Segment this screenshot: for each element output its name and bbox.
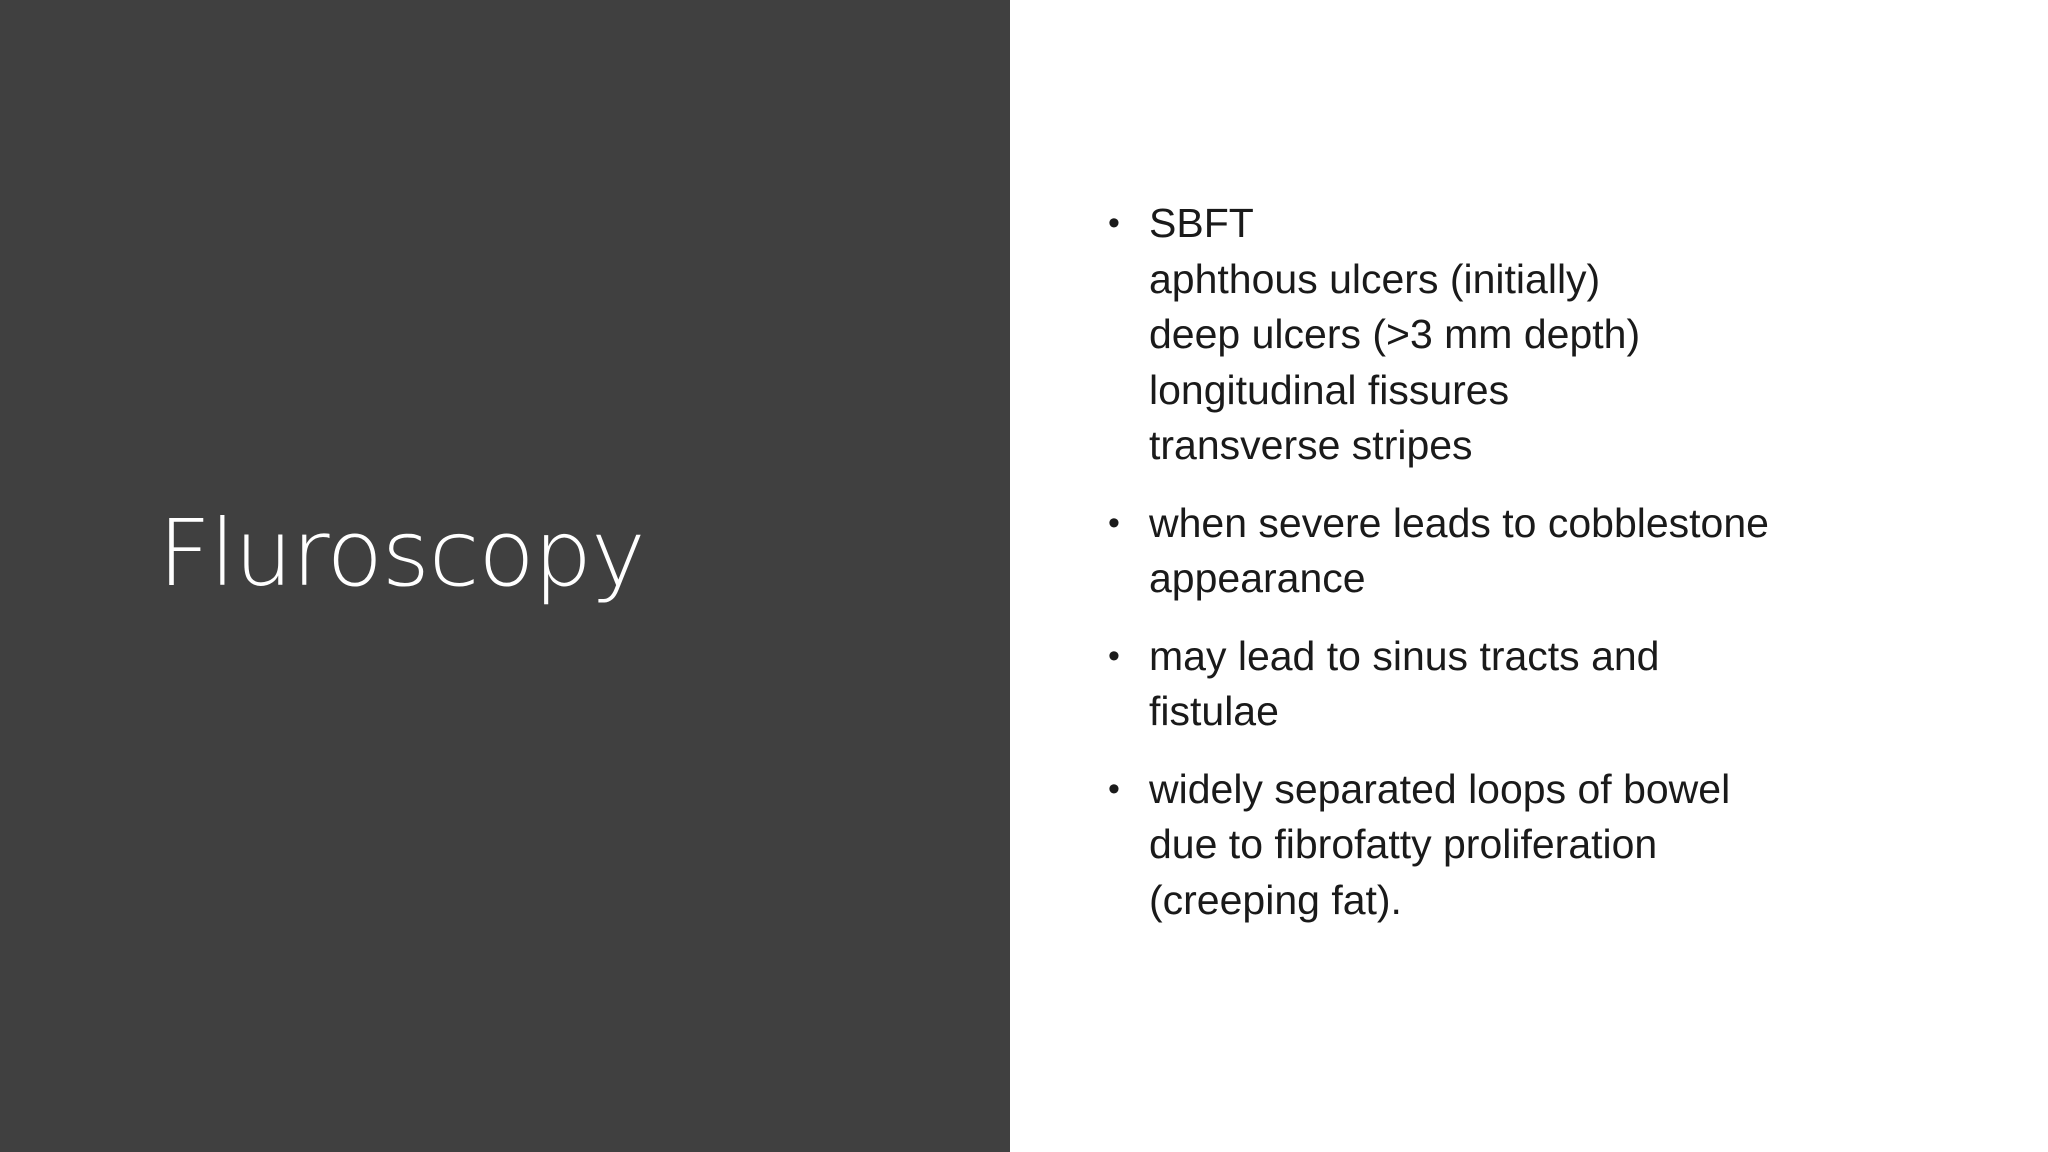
- title-panel: [0, 0, 1010, 1152]
- bullet-icon: •: [1108, 503, 1120, 542]
- bullet-line: SBFT: [1149, 200, 1254, 246]
- bullet-list: [1108, 196, 1948, 950]
- bullet-item: [1108, 196, 1948, 474]
- bullet-icon: •: [1108, 769, 1120, 808]
- bullet-item: [1108, 496, 1948, 607]
- bullet-line: when severe leads to cobblestone: [1149, 499, 1769, 546]
- bullet-line: widely separated loops of bowel: [1149, 765, 1731, 812]
- bullet-line: (creeping fat).: [1149, 876, 1402, 923]
- bullet-line: deep ulcers (>3 mm depth): [1149, 311, 1641, 357]
- slide-title: Fluroscopy: [158, 500, 645, 607]
- bullet-icon: •: [1108, 636, 1120, 675]
- bullet-line: fistulae: [1149, 688, 1279, 734]
- bullet-item: [1108, 762, 1948, 929]
- bullet-line: transverse stripes: [1149, 422, 1473, 468]
- bullet-icon: •: [1108, 204, 1120, 242]
- bullet-line: appearance: [1149, 555, 1366, 601]
- bullet-line: due to fibrofatty proliferation: [1149, 821, 1658, 867]
- bullet-line: longitudinal fissures: [1149, 366, 1510, 413]
- bullet-line: aphthous ulcers (initially): [1149, 255, 1601, 302]
- bullet-line: may lead to sinus tracts and: [1149, 632, 1660, 679]
- bullet-item: [1108, 629, 1948, 740]
